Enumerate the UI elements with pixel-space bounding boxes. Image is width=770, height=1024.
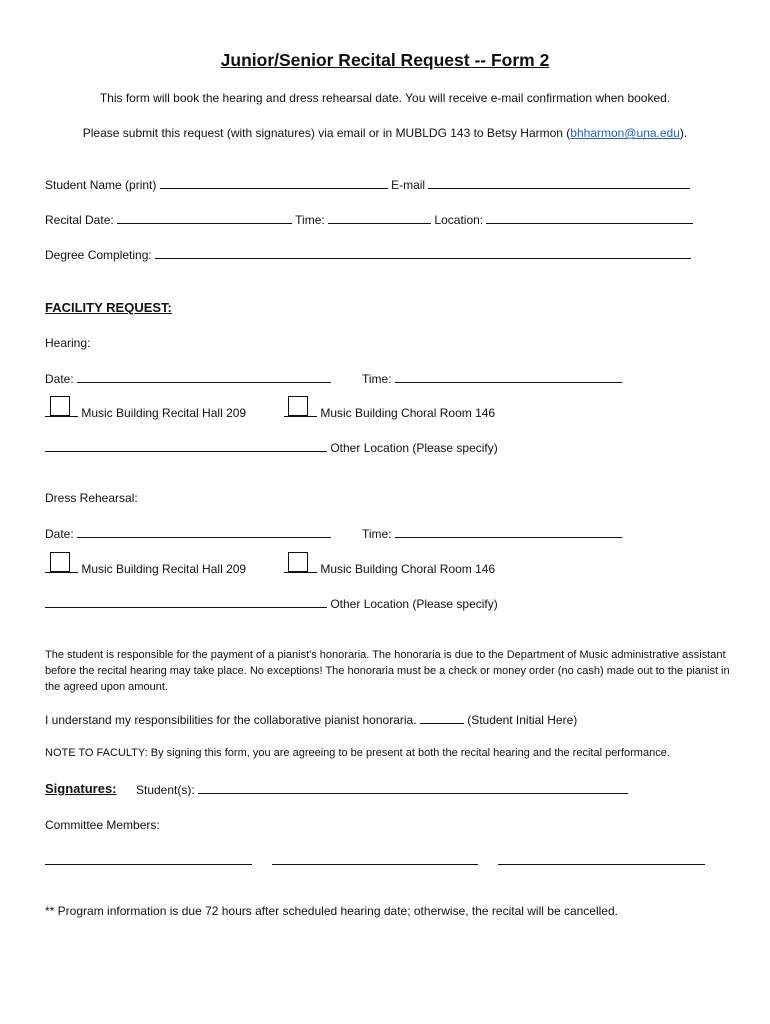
recital-date-field[interactable] bbox=[117, 212, 292, 224]
dress-other-field[interactable] bbox=[45, 596, 327, 608]
hearing-date-label: Date: bbox=[45, 372, 74, 386]
students-signature-label: Student(s): bbox=[136, 783, 195, 797]
student-name-field[interactable] bbox=[160, 177, 388, 189]
recital-date-row bbox=[45, 212, 693, 227]
dress-choral-room-option bbox=[284, 561, 495, 576]
committee-signature-3[interactable] bbox=[498, 853, 705, 865]
intro-submit-end: ). bbox=[679, 126, 688, 140]
dress-other-row bbox=[45, 596, 498, 611]
hearing-label: Hearing: bbox=[45, 336, 91, 350]
committee-signature-2[interactable] bbox=[272, 853, 478, 865]
hearing-choral-room-option bbox=[284, 405, 495, 420]
dress-date-label: Date: bbox=[45, 527, 74, 541]
recital-time-field[interactable] bbox=[328, 212, 431, 224]
email-field[interactable] bbox=[428, 177, 690, 189]
faculty-note: NOTE TO FACULTY: By signing this form, you are agreeing to be present at both the recital hearing and the recital performance. bbox=[45, 747, 670, 759]
students-signature-row bbox=[136, 782, 628, 797]
email-label: E-mail bbox=[391, 178, 426, 192]
signatures-heading: Signatures: bbox=[45, 781, 117, 796]
hearing-date-field[interactable] bbox=[77, 371, 331, 383]
dress-time-field[interactable] bbox=[395, 526, 622, 538]
hearing-recital-hall-label: Music Building Recital Hall 209 bbox=[81, 406, 247, 420]
intro-submit-text: Please submit this request (with signatures) via email or in MUBLDG 143 to Betsy Harmon ( bbox=[82, 126, 571, 140]
recital-location-field[interactable] bbox=[486, 212, 693, 224]
student-initial-label: (Student Initial Here) bbox=[467, 713, 578, 727]
dress-rehearsal-label: Dress Rehearsal: bbox=[45, 491, 138, 505]
committee-signature-1[interactable] bbox=[45, 853, 252, 865]
student-name-label: Student Name (print) bbox=[45, 178, 157, 192]
student-name-row bbox=[45, 177, 690, 192]
facility-request-heading: FACILITY REQUEST: bbox=[45, 300, 172, 315]
dress-recital-hall-line bbox=[45, 561, 78, 573]
degree-label: Degree Completing: bbox=[45, 248, 152, 262]
honoraria-paragraph: The student is responsible for the payment of a pianist's honoraria. The honoraria is due to the Department of Music administrative assistant before the recital hearing may take place. No exceptions! The honoraria must be a check or money order (no cash) made out to the pianist in the agreed upon amount. bbox=[45, 649, 730, 693]
hearing-time-group bbox=[362, 371, 622, 386]
students-signature-field[interactable] bbox=[198, 782, 628, 794]
hearing-other-label: Other Location (Please specify) bbox=[330, 441, 498, 455]
dress-recital-hall-option bbox=[45, 561, 246, 576]
dress-other-label: Other Location (Please specify) bbox=[330, 597, 498, 611]
degree-field[interactable] bbox=[155, 247, 691, 259]
email-link[interactable]: bhharmon@una.edu bbox=[570, 126, 680, 140]
hearing-recital-hall-line bbox=[45, 405, 78, 417]
hearing-time-label: Time: bbox=[362, 372, 392, 386]
committee-members-label: Committee Members: bbox=[45, 818, 160, 832]
hearing-date-group bbox=[45, 371, 331, 386]
program-deadline-note: ** Program information is due 72 hours after scheduled hearing date; otherwise, the recital will be cancelled. bbox=[45, 904, 618, 918]
understand-row bbox=[45, 712, 577, 727]
hearing-choral-room-line bbox=[284, 405, 317, 417]
recital-date-label: Recital Date: bbox=[45, 213, 114, 227]
dress-choral-room-label: Music Building Choral Room 146 bbox=[320, 562, 496, 576]
hearing-time-field[interactable] bbox=[395, 371, 622, 383]
intro-text-booking: This form will book the hearing and dress rehearsal date. You will receive e-mail confirmation when booked. bbox=[99, 91, 671, 105]
hearing-other-field[interactable] bbox=[45, 440, 327, 452]
understand-text: I understand my responsibilities for the collaborative pianist honoraria. bbox=[45, 713, 417, 727]
dress-recital-hall-label: Music Building Recital Hall 209 bbox=[81, 562, 247, 576]
dress-date-group bbox=[45, 526, 331, 541]
degree-row bbox=[45, 247, 691, 262]
dress-time-group bbox=[362, 526, 622, 541]
hearing-choral-room-label: Music Building Choral Room 146 bbox=[320, 406, 496, 420]
dress-choral-room-line bbox=[284, 561, 317, 573]
student-initial-field[interactable] bbox=[420, 712, 464, 724]
recital-location-label: Location: bbox=[434, 213, 484, 227]
recital-time-label: Time: bbox=[295, 213, 325, 227]
intro-text-submit bbox=[0, 126, 770, 140]
hearing-recital-hall-option bbox=[45, 405, 246, 420]
hearing-other-row bbox=[45, 440, 498, 455]
dress-date-field[interactable] bbox=[77, 526, 331, 538]
form-title: Junior/Senior Recital Request -- Form 2 bbox=[220, 50, 550, 70]
dress-time-label: Time: bbox=[362, 527, 392, 541]
